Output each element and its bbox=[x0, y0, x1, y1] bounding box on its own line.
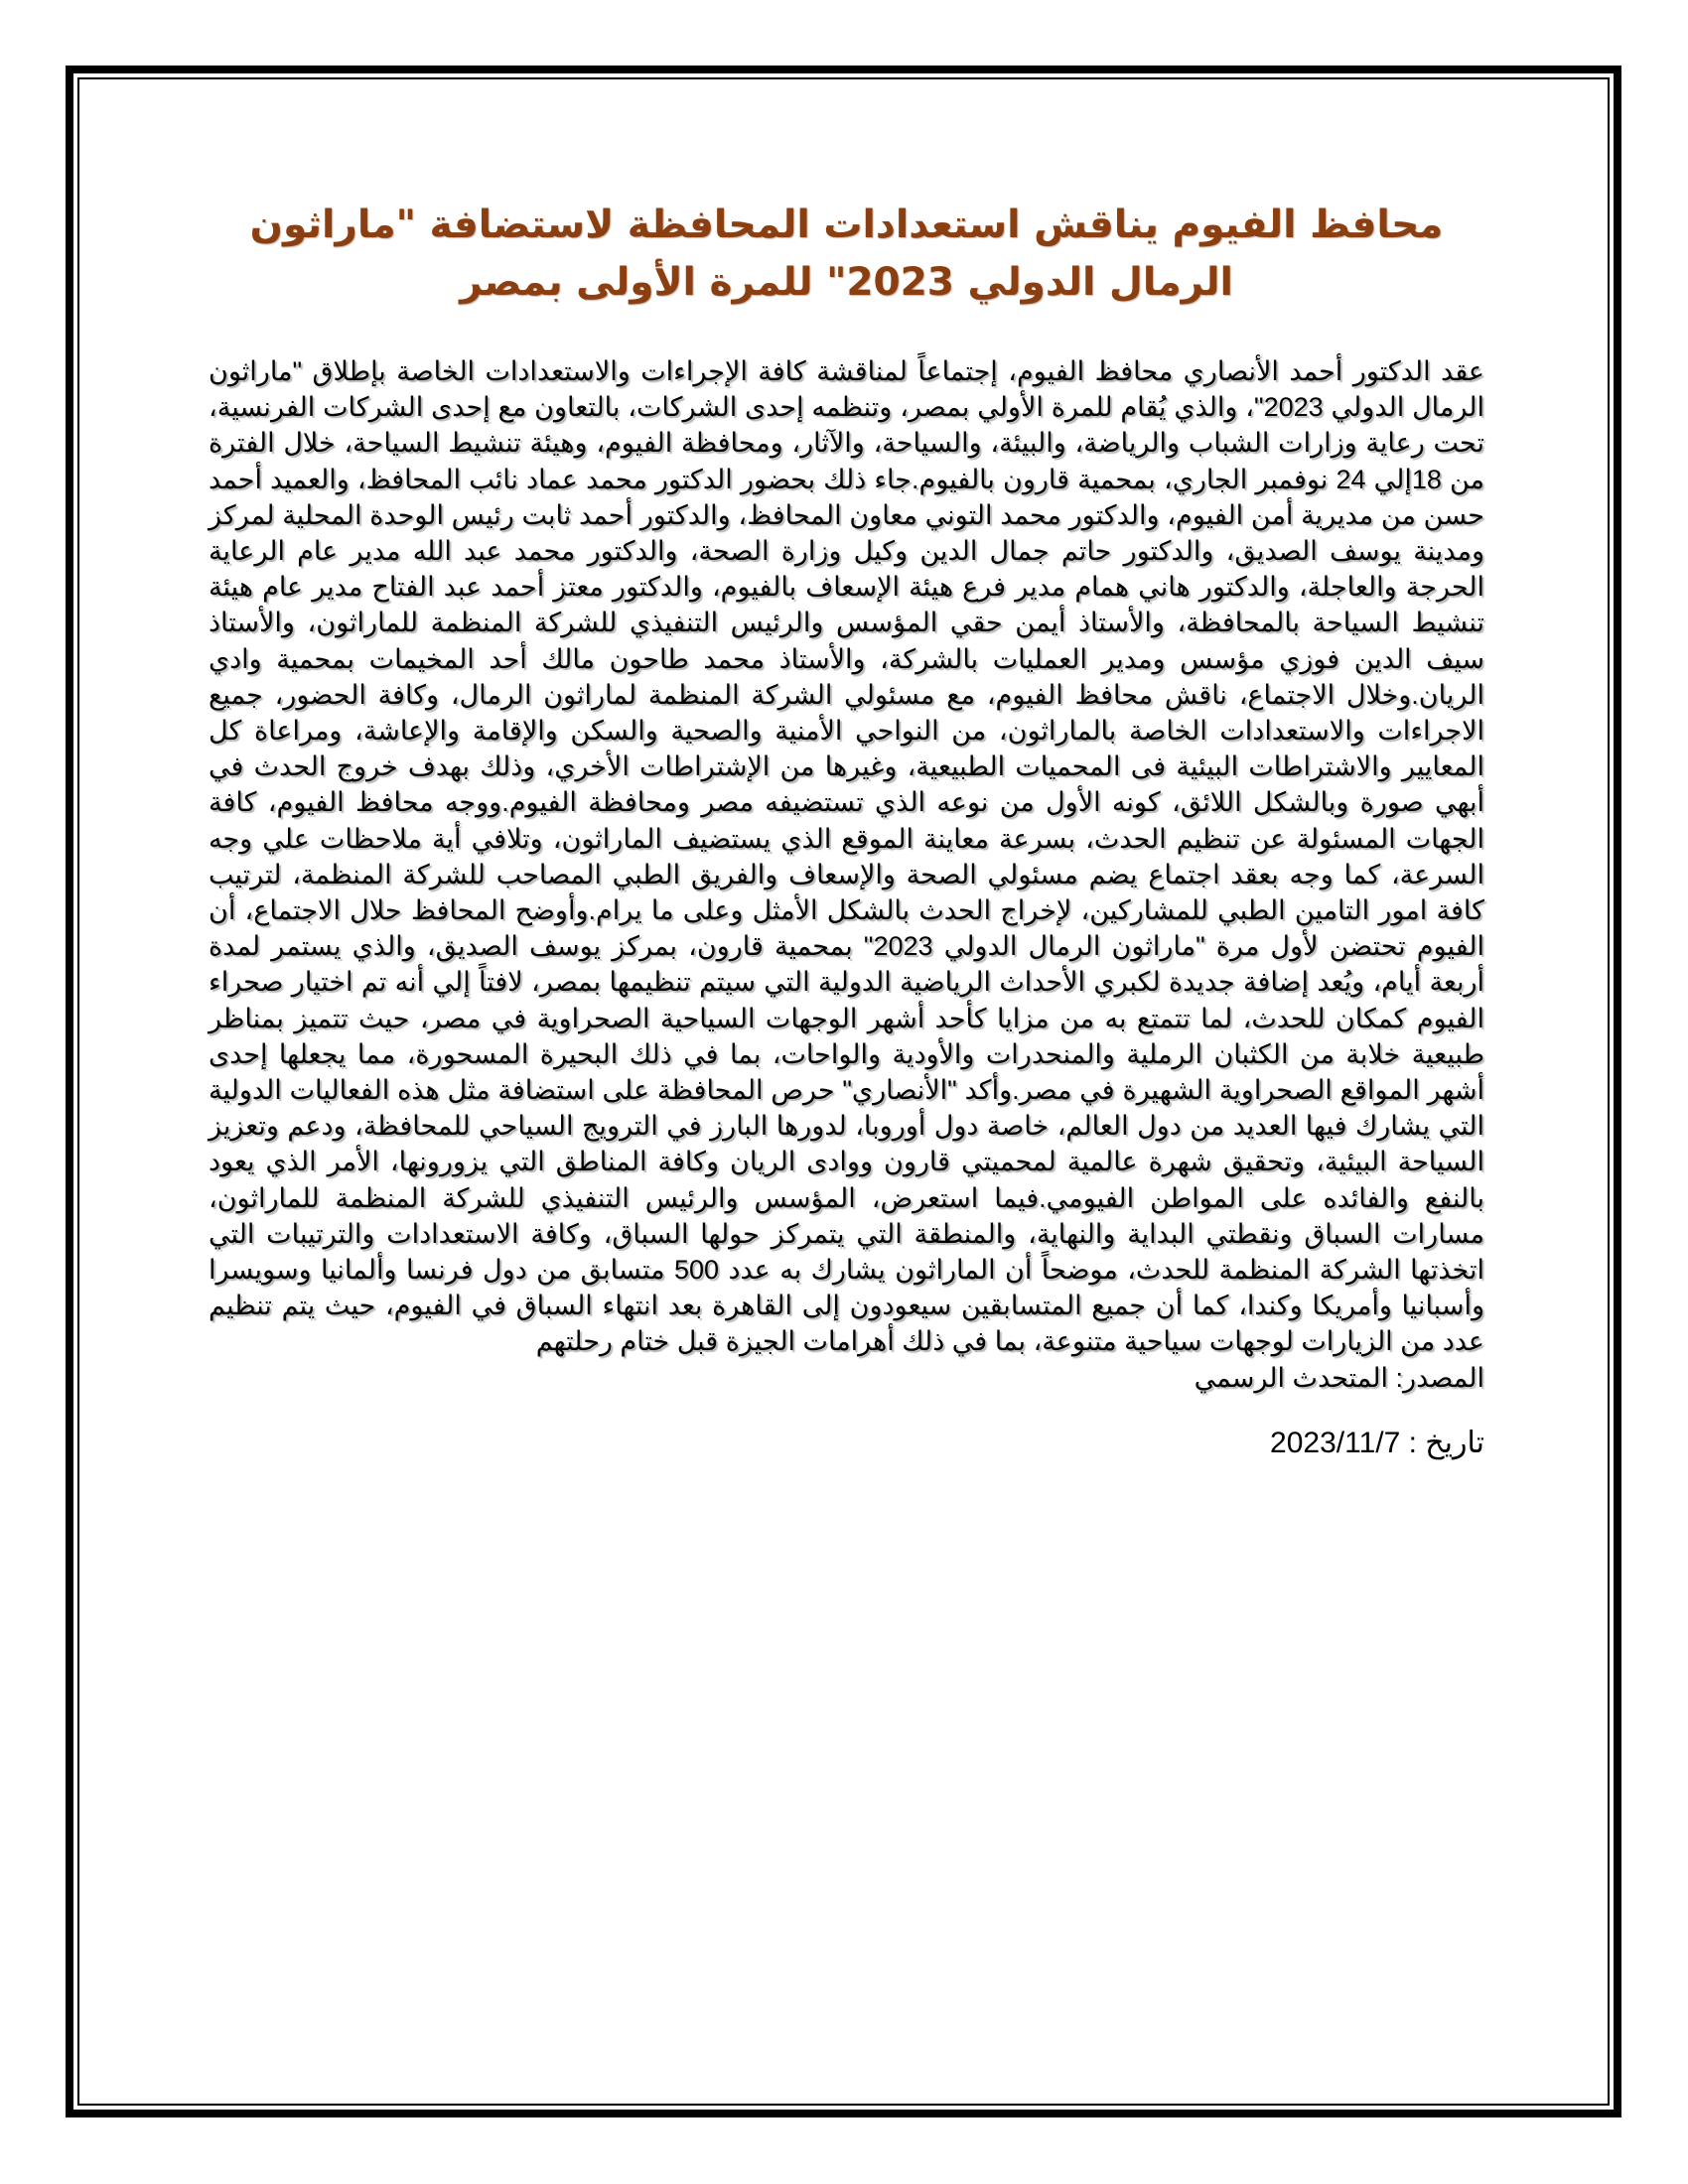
article-paragraph: عقد الدكتور أحمد الأنصاري محافظ الفيوم، إجتماعاً لمناقشة كافة الإجراءات والاستعدادات الخاصة بإطلاق "ماراثون الرمال الدولي 2023"، والذي يُقام للمرة الأولي بمصر، وتنظمه إحدى الشركات، بالتعاون مع إحدى الشركات الفرنسية، تحت رعاية وزارات الشباب والرياضة، والبيئة، والسياحة، والآثار، ومحافظة الفيوم، وهيئة تنشيط السياحة، خلال الفترة من 18إلي 24 نوفمبر الجاري، بمحمية قارون بالفيوم.جاء ذلك بحضور الدكتور محمد عماد نائب المحافظ، والعميد أحمد حسن من مديرية أمن الفيوم، والدكتور محمد التوني معاون المحافظ، والدكتور أحمد ثابت رئيس الوحدة المحلية لمركز ومدينة يوسف الصديق، والدكتور حاتم جمال الدين وكيل وزارة الصحة، والدكتور محمد عبد الله مدير عام الرعاية الحرجة والعاجلة، والدكتور هاني همام مدير فرع هيئة الإسعاف بالفيوم، والدكتور معتز أحمد عبد الفتاح مدير عام هيئة تنشيط السياحة بالمحافظة، والأستاذ أيمن حقي المؤسس والرئيس التنفيذي للشركة المنظمة للماراثون، والأستاذ سيف الدين فوزي مؤسس ومدير العمليات بالشركة، والأستاذ محمد طاحون مالك أحد المخيمات بمحمية وادي الريان.وخلال الاجتماع، ناقش محافظ الفيوم، مع مسئولي الشركة المنظمة لماراثون الرمال، وكافة الحضور، جميع الاجراءات والاستعدادات الخاصة بالماراثون، من النواحي الأمنية والصحية والسكن والإقامة والإعاشة، ومراعاة كل المعايير والاشتراطات البيئية فى المحميات الطبيعية، وغيرها من الإشتراطات الأخري، وذلك بهدف خروج الحدث في أبهي صورة وبالشكل اللائق، كونه الأول من نوعه الذي تستضيفه مصر ومحافظة الفيوم.ووجه محافظ الفيوم، كافة الجهات المسئولة عن تنظيم الحدث، بسرعة معاينة الموقع الذي يستضيف الماراثون، وتلافي أية ملاحظات علي وجه السرعة، كما وجه بعقد اجتماع يضم مسئولي الصحة والإسعاف والفريق الطبي المصاحب للشركة المنظمة، لترتيب كافة امور التامين الطبي للمشاركين، لإخراج الحدث بالشكل الأمثل وعلى ما يرام.وأوضح المحافظ حلال الاجتماع، أن الفيوم تحتضن لأول مرة "ماراثون الرمال الدولي 2023" بمحمية قارون، بمركز يوسف الصديق، والذي يستمر لمدة أربعة أيام، ويُعد إضافة جديدة لكبري الأحداث الرياضية الدولية التي سيتم تنظيمها بمصر، لافتاً إلي أنه تم اختيار صحراء الفيوم كمكان للحدث، لما تتمتع به من مزايا كأحد أشهر الوجهات السياحية الصحراوية في مصر، حيث تتميز بمناظر طبيعية خلابة من الكثبان الرملية والمنحدرات والأودية والواحات، بما في ذلك البحيرة المسحورة، مما يجعلها إحدى أشهر المواقع الصحراوية الشهيرة في مصر.وأكد "الأنصاري" حرص المحافظة على استضافة مثل هذه الفعاليات الدولية التي يشارك فيها العديد من دول العالم، خاصة دول أوروبا، لدورها البارز في الترويج السياحي للمحافظة، ودعم وتعزيز السياحة البيئية، وتحقيق شهرة عالمية لمحميتي قارون ووادى الريان وكافة المناطق التي يزورونها، الأمر الذي يعود بالنفع والفائده على المواطن الفيومي.فيما استعرض، المؤسس والرئيس التنفيذي للشركة المنظمة للماراثون، مسارات السباق ونقطتي البداية والنهاية، والمنطقة التي يتمركز حولها السباق، وكافة الاستعدادات والترتيبات التي اتخذتها الشركة المنظمة للحدث، موضحاً أن الماراثون يشارك به عدد 500 متسابق من دول فرنسا وألمانيا وسويسرا وأسبانيا وأمريكا وكندا، كما أن جميع المتسابقين سيعودون إلى القاهرة بعد انتهاء السباق في الفيوم، حيث يتم تنظيم عدد من الزيارات لوجهات سياحية متنوعة، بما في ذلك أهرامات الجيزة قبل ختام رحلتهم bbox=[209, 356, 1485, 1357]
article-body bbox=[209, 353, 1484, 1360]
source-text: المصدر: المتحدث الرسمي bbox=[1194, 1362, 1484, 1393]
date-value: 2023/11/7 bbox=[1270, 1426, 1401, 1459]
press-release bbox=[209, 197, 1484, 1460]
article-title: محافظ الفيوم يناقش استعدادات المحافظة لاستضافة "ماراثون الرمال الدولي 2023" للمرة الأولى بمصر bbox=[249, 203, 1444, 305]
article-date bbox=[209, 1426, 1484, 1460]
article-source bbox=[209, 1360, 1484, 1396]
date-label: تاريخ : bbox=[1408, 1426, 1484, 1459]
